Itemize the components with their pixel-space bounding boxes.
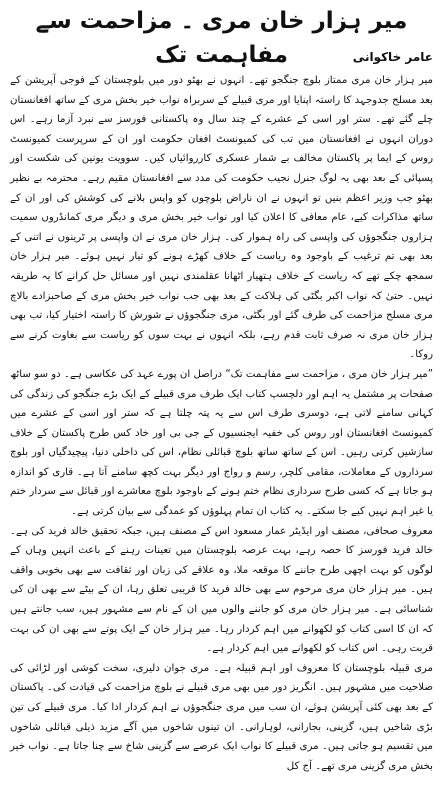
article-headline: میر ہزار خان مری ۔ مزاحمت سے مفاہمت تک — [35, 8, 408, 68]
article-body — [10, 71, 433, 776]
article-paragraph: ”میر ہزار خان مری ، مزاحمت سے مفاہمت تک“ دراصل ان پورے عہد کی عکاسی ہے۔ دو سو ساٹھ صفحات پر مشتمل یہ اہم اور دلچسپ کتاب ایک طرف مری قبیلے کے ایک بڑے جنگجو کی زندگی کی کہانی سامنے لاتی ہے، دوسری طرف اس سے یہ پتہ چلتا ہے کہ ستر اور اسی کے عشرے میں کمیونسٹ افغانستان اور روس کی خفیہ ایجنسیوں کے جی بی اور خاد کس طرح پاکستان کے خلاف سازشیں کرتی رہیں۔ اس کے ساتھ ساتھ بلوچ قبائلی نظام، اس کی داخلی دنیا، پیچیدگیاں اور بلوچ سرداروں کے معاملات، مقامی کلچر، رسم و رواج اور دیگر بہت کچھ سامنے آتا ہے۔ قاری کو اندازہ ہو جاتا ہے کہ کسی طرح سرداری نظام ختم ہونے کے باوجود بلوچ معاشرے اور قبائل سے سردار ختم یا غیر اہم نہیں کیے جا سکتے۔ یہ کتاب ان تمام پہلوؤں کو عمدگی سے بیان کرتی ہے۔ — [10, 368, 433, 518]
article-paragraph: میر ہزار خان مری ممتاز بلوچ جنگجو تھے۔ انہوں نے بھٹو دور میں بلوچستان کے فوجی آپریشن کے بعد مسلح جدوجہد کا راستہ اپنایا اور مری قبیلے کے سربراہ نواب خیر بخش مری کے ساتھ افغانستان چلے گئے تھے۔ ستر اور اسی کے عشرے کے چند سال وہ پاکستانی فورسز سے نبرد آزما رہے۔ اس دوران انہوں نے افغانستان میں تب کی کمیونسٹ افغان حکومت اور ان کے سرپرست کمیونسٹ روس کے ایما پر پاکستان مخالف بے شمار عسکری کارروائیاں کیں۔ سوویت یونین کی شکست اور پسپائی کے بعد بھی یہ لوگ جنرل نجیب حکومت کی مدد سے افغانستان مقیم رہے۔ محترمہ بے نظیر بھٹو جب وزیر اعظم بنیں تو انہوں نے ان ناراض بلوچوں کو واپس بلانے کی کوشش کی اور ان کے ساتھ مذاکرات کیے، عام معافی کا اعلان کیا اور نواب خیر بخش مری و دیگر مری کمانڈروں سمیت ہزاروں جنگجوؤں کی واپسی کی راہ ہموار کی۔ ہزار خان مری نے ان واپسی پر ٹرینوں نے اتنی کے بعد بھی تم ترغیب کے باوجود وہ ریاست کے خلاف کھڑے ہونے کو تیار نہیں ہوئے۔ میر ہزار خان سمجھ چکے تھے کہ ریاست کے خلاف ہتھیار اٹھانا عقلمندی نہیں اور مسائل حل کرانے کا یہ طریقہ نہیں۔ حتیٰ کہ نواب اکبر بگٹی کی ہلاکت کے بعد بھی جب نواب خیر بخش مری کے صاحبزادے بالاچ مری مسلح مزاحمت کی طرف گئے اور بگٹی، مری جنگجوؤں نے شورش کا راستہ اختیار کیا، تب بھی ہزار خان مری نہ صرف ثابت قدم رہے، بلکہ انہوں نے بہت سوں کو ریاست سے بغاوت کرنے سے روکا۔ — [10, 75, 433, 361]
article-paragraph: معروف صحافی، مصنف اور ایڈیٹر عمار مسعود اس کے مصنف ہیں، جبکہ تحقیق خالد فرید کی ہے۔ خالد فرید فورسز کا حصہ رہے، بہت عرصہ بلوچستان میں تعینات رہنے کے باعث انہیں وہاں کے لوگوں کو بہت اچھی طرح جاننے کا موقعہ ملا، وہ علاقے کی زبان اور ثقافت سے بھی بخوبی واقف ہیں۔ میر ہزار خان مری مرحوم سے بھی خالد فرید کا قریبی تعلق رہا، ان کے بیٹے سے بھی ان کی شناسائی ہے۔ میر ہزار خان مری کو جاننے والوں میں ان کے نام سے مشہور ہیں، سب جانتے ہیں کہ ان کا اسی کتاب کو لکھوانے میں اہم کردار رہا۔ میر ہزار خان کے ایک پوتے سے بھی ان کی بہت قربت رہی۔ اس کتاب کو لکھوانے میں اہم کردار ہے۔ — [10, 525, 433, 655]
article-paragraph: مری قبیلہ بلوچستان کا معروف اور اہم قبیلہ ہے۔ مری جوان دلیری، سخت کوشی اور لڑائی کی صلاحیت میں مشہور ہیں۔ انگریز دور میں بھی مری قبیلے نے بلوچ مزاحمت کی قیادت کی۔ پاکستان کے بعد بھی کئی آپریشن ہوئے، ان سب میں مری جنگجوؤں نے اہم کردار ادا کیا۔ مری قبیلے کی تین بڑی شاخیں ہیں، گزینی، بجارانی، لوہارانی۔ ان تینوں شاخوں میں آگے مزید ذیلی قبائلی شاخوں میں تقسیم ہو جاتی ہیں۔ مری قبیلے کا نواب ایک عرصے سے گزینی شاخ سے چنا جاتا ہے۔ نواب خیر بخش مری گزینی مری تھے۔ آج کل — [10, 662, 433, 772]
author-byline: عامر خاکوانی — [352, 50, 433, 64]
